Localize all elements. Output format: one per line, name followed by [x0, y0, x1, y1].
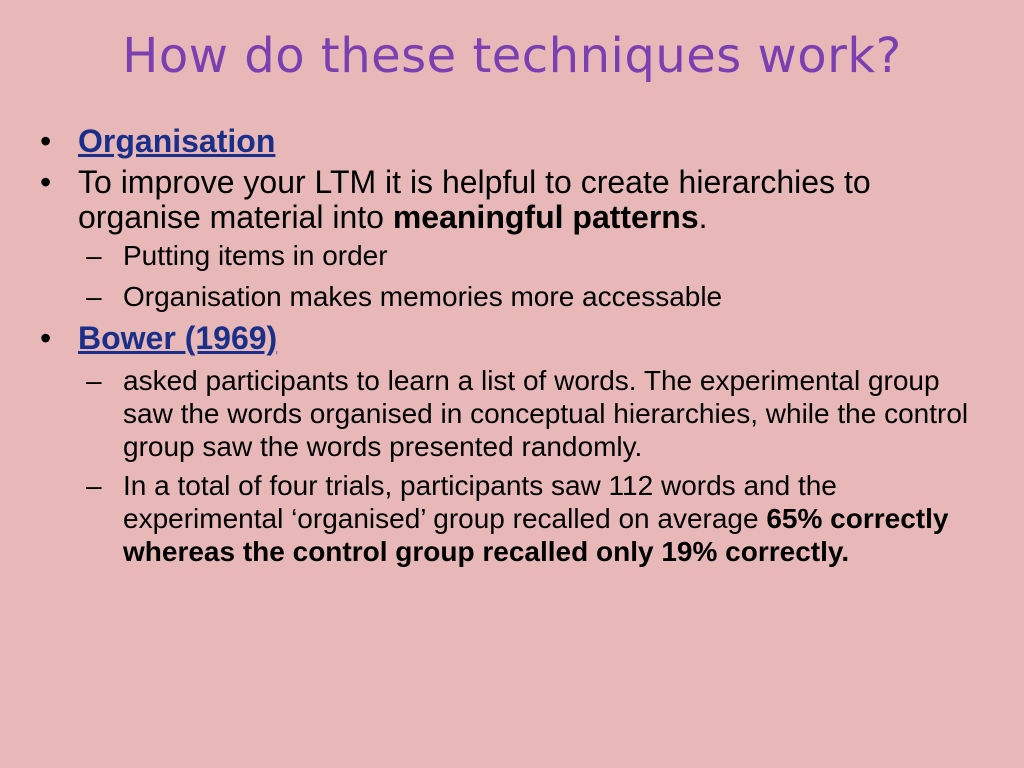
subbullet-bower-results	[40, 469, 980, 568]
bullet-icon: •	[40, 123, 52, 159]
bower-heading-link[interactable]: Bower (1969)	[78, 320, 278, 356]
subbullet-accessable	[40, 280, 980, 313]
bullet-icon: •	[40, 164, 52, 200]
bullet-icon: •	[40, 320, 52, 356]
improve-ltm-text: To improve your LTM it is helpful to create hierarchies to organise material into	[78, 164, 871, 235]
results-bold-text: 65% correctly whereas the control group recalled only 19% correctly.	[123, 503, 949, 567]
dash-icon: –	[86, 240, 102, 271]
subbullet-text: Putting items in order	[123, 240, 388, 271]
slide-content	[40, 124, 980, 568]
subbullet-bower-method	[40, 364, 980, 463]
dash-icon: –	[86, 470, 102, 501]
subbullet-text: In a total of four trials, participants saw 112 words and the experimental ‘organised’ group recalled on average	[123, 470, 837, 534]
subbullet-putting-items	[40, 239, 980, 272]
dash-icon: –	[86, 281, 102, 312]
bullet-organisation	[40, 124, 980, 159]
bullet-improve-ltm	[40, 165, 980, 235]
dash-icon: –	[86, 365, 102, 396]
period-text: .	[698, 199, 708, 235]
slide-title: How do these techniques work?	[122, 28, 902, 84]
organisation-heading-link[interactable]: Organisation	[78, 123, 276, 159]
bullet-bower	[40, 321, 980, 356]
meaningful-patterns-text: meaningful patterns	[392, 199, 699, 235]
subbullet-text: asked participants to learn a list of words. The experimental group saw the words organised in conceptual hierarchies, while the control group saw the words presented randomly.	[123, 365, 969, 462]
subbullet-text: Organisation makes memories more accessable	[123, 281, 723, 312]
